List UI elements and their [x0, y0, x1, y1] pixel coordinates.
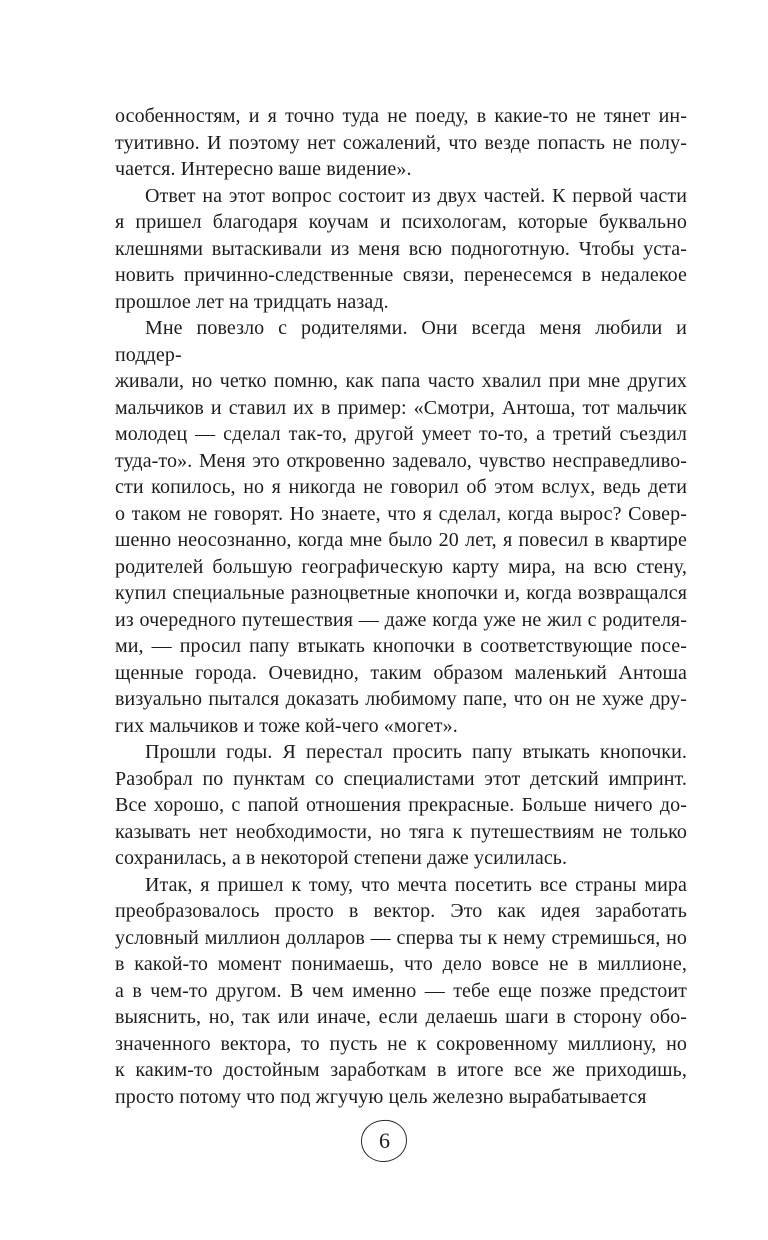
text-line: я пришел благодаря коучам и психологам, которые буквально	[115, 211, 687, 233]
text-line: выяснить, но, так или иначе, если делаешь шаги в сторону обо-	[115, 1006, 687, 1028]
paragraph	[115, 739, 687, 872]
paragraph	[115, 103, 687, 183]
text-line: прошлое лет на тридцать назад.	[115, 290, 389, 313]
text-line: значенного вектора, то пусть не к сокровенному миллиону, но	[115, 1032, 687, 1055]
text-line: купил специальные разноцветные кнопочки и, когда возвращался	[115, 582, 687, 604]
text-line: Разобрал по пунктам со специалистами этот детский импринт.	[115, 767, 687, 790]
text-line: мальчиков и ставил их в пример: «Смотри, Антоша, тот мальчик	[115, 396, 687, 419]
text-line: гих мальчиков и тоже кой-чего «могет».	[115, 714, 458, 737]
text-line: Мне повезло с родителями. Они всегда меня любили и поддер-	[115, 317, 687, 366]
page-number-container	[0, 1120, 768, 1162]
text-line: чается. Интересно ваше видение».	[115, 158, 412, 180]
text-line: о таком не говорят. Но знаете, что я сделал, когда вырос? Совер-	[115, 502, 687, 525]
text-line: условный миллион долларов — сперва ты к нему стремишься, но	[115, 926, 687, 949]
text-line: визуально пытался доказать любимому папе, что он не хуже дру-	[115, 688, 687, 710]
text-line: в какой-то момент понимаешь, что дело вовсе не в миллионе,	[115, 953, 687, 975]
text-line: Все хорошо, с папой отношения прекрасные. Больше ничего до-	[115, 794, 687, 816]
page-number: 6	[378, 1128, 390, 1153]
text-line: из очередного путешествия — даже когда уже не жил с родителя-	[115, 608, 687, 631]
text-line: к каким-то достойным заработкам в итоге все же приходишь,	[115, 1059, 687, 1081]
text-line: преобразовалось просто в вектор. Это как идея заработать	[115, 900, 687, 922]
text-line: ми, — просил папу втыкать кнопочки в соответствующие посе-	[115, 635, 687, 657]
text-line: сохранилась, а в некоторой степени даже усилилась.	[115, 847, 568, 869]
text-line: сти копилось, но я никогда не говорил об этом вслух, ведь дети	[115, 476, 687, 498]
text-line: молодец — сделал так-то, другой умеет то-то, а третий съездил	[115, 423, 687, 445]
text-line: Ответ на этот вопрос состоит из двух частей. К первой части	[145, 184, 687, 207]
text-line: казывать нет необходимости, но тяга к путешествиям не только	[115, 820, 687, 843]
text-line: а в чем-то другом. В чем именно — тебе еще позже предстоит	[115, 979, 687, 1002]
text-line: туитивно. И поэтому нет сожалений, что везде попасть не полу-	[115, 131, 687, 154]
page-number-circle	[360, 1119, 408, 1163]
paragraph	[115, 315, 687, 739]
text-line: туда-то». Меня это откровенно задевало, чувство несправедливо-	[115, 449, 687, 472]
text-line: особенностям, и я точно туда не поеду, в какие-то не тянет ин-	[115, 105, 687, 127]
text-line: живали, но четко помню, как папа часто хвалил при мне других	[115, 370, 687, 392]
text-line: щенные города. Очевидно, таким образом маленький Антоша	[115, 661, 687, 684]
text-line: шенно неосознанно, когда мне было 20 лет, я повесил в квартире	[115, 529, 687, 551]
text-line: Итак, я пришел к тому, что мечта посетить все страны мира	[145, 873, 687, 896]
text-line: Прошли годы. Я перестал просить папу втыкать кнопочки.	[145, 741, 687, 763]
body-text	[115, 103, 687, 1110]
text-line: просто потому что под жгучую цель железно вырабатывается	[115, 1085, 647, 1108]
text-line: новить причинно-следственные связи, перенесемся в недалекое	[115, 264, 687, 286]
paragraph	[115, 872, 687, 1111]
paragraph	[115, 183, 687, 316]
text-line: клешнями вытаскивали из меня всю подноготную. Чтобы уста-	[115, 237, 687, 260]
text-line: родителей большую географическую карту мира, на всю стену,	[115, 555, 687, 578]
